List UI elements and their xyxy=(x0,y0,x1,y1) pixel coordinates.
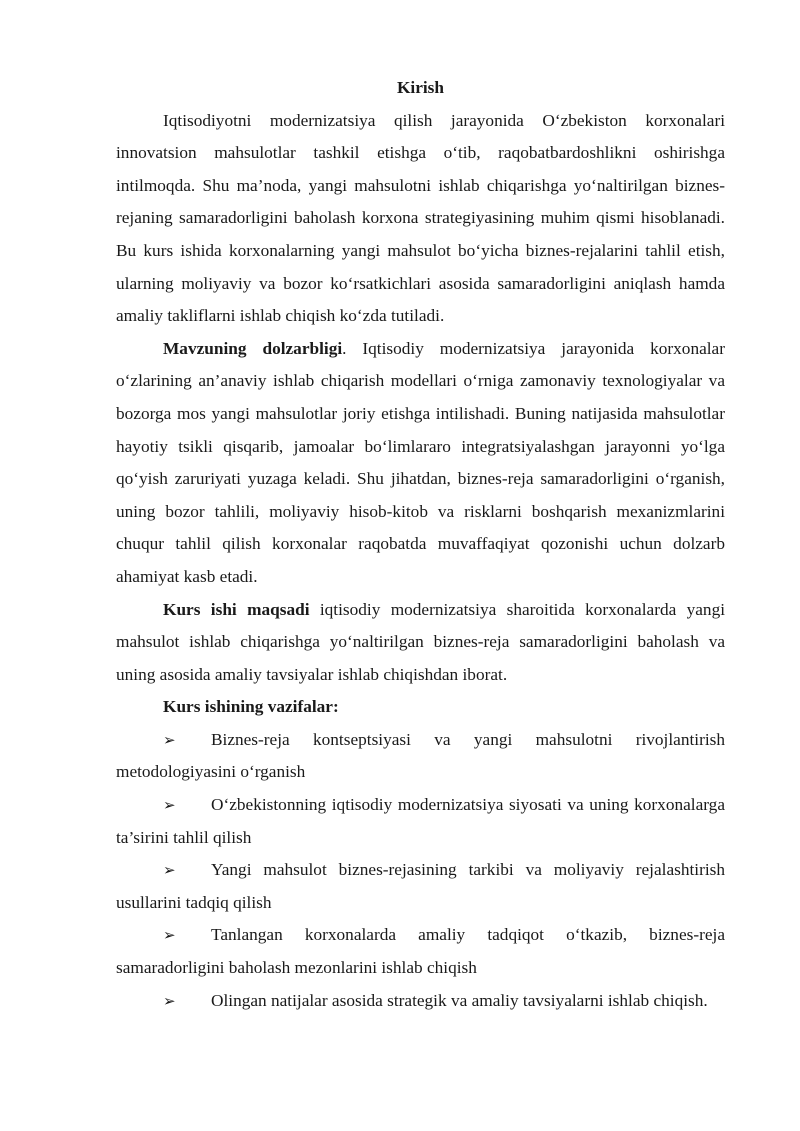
relevance-label: Mavzuning dolzarbligi xyxy=(163,338,343,358)
relevance-text: . Iqtisodiy modernizatsiya jarayonida korxonalar o‘zlarining an’anaviy ishlab chiqarish modellari o‘rniga zamonaviy texnologiyalar va bozorga mos yangi mahsulotlar joriy etishga intilishadi. Buning natijasida mahsulotlar hayotiy tsikli qisqarib, jamoalar bo‘limlararo integratsiyalashgan jarayonni yo‘lga qo‘yish zaruriyati yuzaga keladi. Shu jihatdan, biznes-reja samaradorligini o‘rganish, uning bozor tahlili, moliyaviy hisob-kitob va risklarni boshqarish mexanizmlarini chuqur tahlil qilish korxonalar raqobatda muvaffaqiyat qozonishi uchun dolzarb ahamiyat kasb etadi. xyxy=(116,338,725,586)
tasks-heading: Kurs ishining vazifalar: xyxy=(163,697,339,717)
task-item xyxy=(116,985,725,1018)
arrowhead-bullet-icon: ➢ xyxy=(163,796,176,815)
arrowhead-bullet-icon: ➢ xyxy=(163,926,176,945)
relevance-paragraph xyxy=(116,333,725,594)
task-text: Biznes-reja kontseptsiyasi va yangi mahsulotni rivojlantirish metodologiyasini o‘rganish xyxy=(116,729,725,782)
task-text: Tanlangan korxonalarda amaliy tadqiqot o‘tkazib, biznes-reja samaradorligini baholash mezonlarini ishlab chiqish xyxy=(116,925,725,978)
task-item xyxy=(116,919,725,984)
document-body xyxy=(116,72,725,1017)
arrowhead-bullet-icon: ➢ xyxy=(163,861,176,880)
goal-label: Kurs ishi maqsadi xyxy=(163,599,310,619)
intro-paragraph: Iqtisodiyotni modernizatsiya qilish jarayonida O‘zbekiston korxonalari innovatsion mahsulotlar tashkil etishga o‘tib, raqobatbardoshlikni oshirishga intilmoqda. Shu ma’noda, yangi mahsulotni ishlab chiqarishga yo‘naltirilgan biznes-rejaning samaradorligini baholash korxona strategiyasining muhim qismi hisoblanadi. Bu kurs ishida korxonalarning yangi mahsulot bo‘yicha biznes-rejalarini tahlil etish, ularning moliyaviy va bozor ko‘rsatkichlari asosida samaradorligini aniqlash hamda amaliy takliflarni ishlab chiqish ko‘zda tutiladi. xyxy=(116,110,725,326)
goal-paragraph xyxy=(116,594,725,692)
task-text: O‘zbekistonning iqtisodiy modernizatsiya siyosati va uning korxonalarga ta’sirini tahlil qilish xyxy=(116,795,725,847)
task-item xyxy=(116,724,725,789)
arrowhead-bullet-icon: ➢ xyxy=(163,991,176,1010)
goal-text: iqtisodiy modernizatsiya sharoitida korxonalarda yangi mahsulot ishlab chiqarishga yo‘naltirilgan biznes-reja samaradorligini baholash va uning asosida amaliy tavsiyalar ishlab chiqishdan iborat. xyxy=(116,599,726,684)
task-item xyxy=(116,854,725,919)
arrowhead-bullet-icon: ➢ xyxy=(163,730,176,749)
task-item xyxy=(116,789,725,854)
task-text: Yangi mahsulot biznes-rejasining tarkibi va moliyaviy rejalashtirish usullarini tadqiq qilish xyxy=(116,860,725,912)
page-title: Kirish xyxy=(396,78,445,97)
task-text: Olingan natijalar asosida strategik va amaliy tavsiyalarni ishlab chiqish. xyxy=(211,990,708,1010)
